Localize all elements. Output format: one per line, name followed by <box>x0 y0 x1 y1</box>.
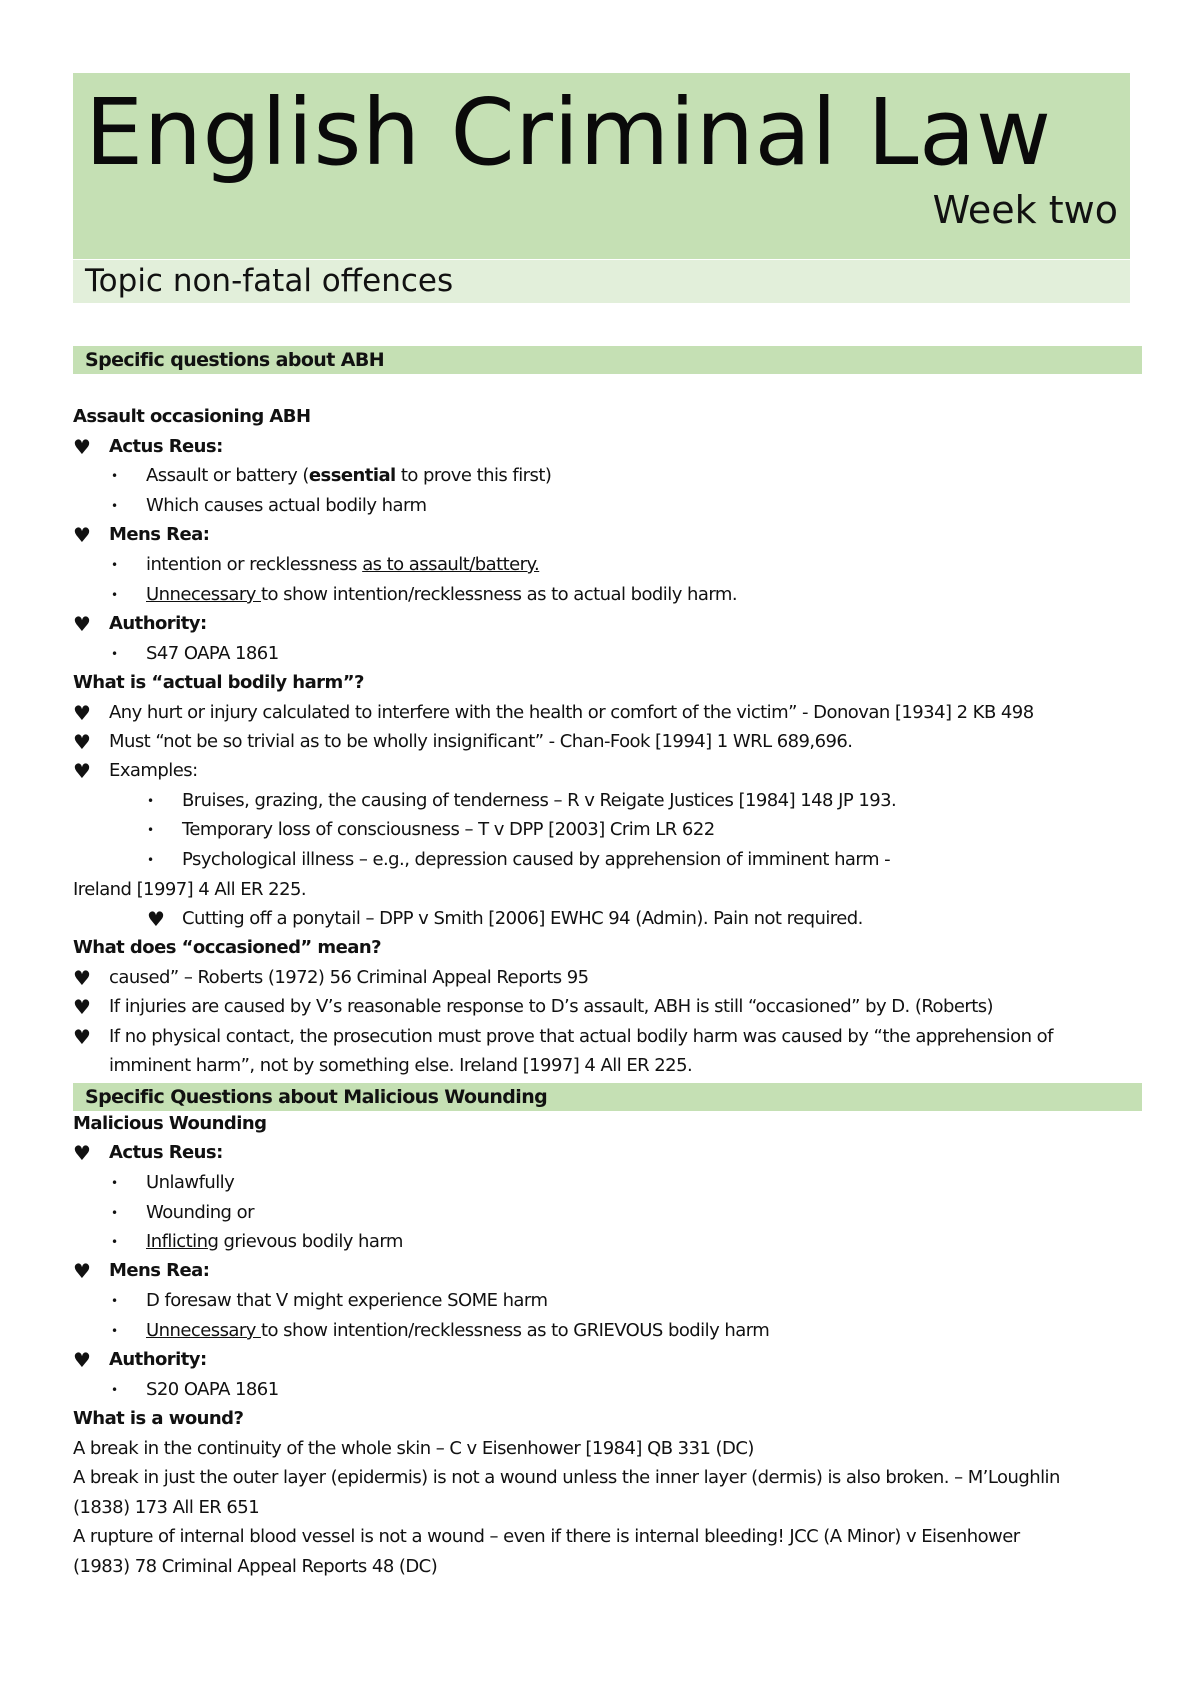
dot-bullet-icon: • <box>147 853 155 867</box>
label-actus-reus: Actus Reus: <box>109 436 223 457</box>
underlined-text: Unnecessary <box>146 1320 261 1341</box>
underlined-text: Unnecessary <box>146 584 261 605</box>
list-item-intention-recklessness <box>146 553 539 577</box>
question-occasioned: What does “occasioned” mean? <box>73 937 382 958</box>
list-item-roberts: caused” – Roberts (1972) 56 Criminal Appeal Reports 95 <box>109 967 589 988</box>
example-psychological-illness-cont: Ireland [1997] 4 All ER 225. <box>73 879 307 900</box>
heart-bullet-icon: ♥ <box>73 435 91 459</box>
list-item-authority-s20: S20 OAPA 1861 <box>146 1379 279 1400</box>
example-ponytail: Cutting off a ponytail – DPP v Smith [2006] EWHC 94 (Admin). Pain not required. <box>182 908 863 929</box>
dot-bullet-icon: • <box>111 1294 119 1308</box>
text-run: to show intention/recklessness as to actual bodily harm. <box>261 584 738 605</box>
list-item-no-physical-contact-cont: imminent harm”, not by something else. Ireland [1997] 4 All ER 225. <box>109 1055 693 1076</box>
list-item-unnecessary-grievous <box>146 1319 769 1343</box>
section-heading-abh: Specific questions about ABH <box>85 349 385 371</box>
heart-bullet-icon: ♥ <box>73 759 91 783</box>
example-bruises: Bruises, grazing, the causing of tenderness – R v Reigate Justices [1984] 148 JP 193. <box>182 790 897 811</box>
list-item-chan-fook: Must “not be so trivial as to be wholly insignificant” - Chan-Fook [1994] 1 WRL 689,696. <box>109 731 853 752</box>
paragraph-mloughlin: A break in just the outer layer (epidermis) is not a wound unless the inner layer (dermis) is also broken. – M’Loughlin <box>73 1467 1060 1488</box>
label-authority: Authority: <box>109 613 207 634</box>
subheading-malicious-wounding: Malicious Wounding <box>73 1113 267 1134</box>
dot-bullet-icon: • <box>111 588 119 602</box>
question-actual-bodily-harm: What is “actual bodily harm”? <box>73 672 364 693</box>
dot-bullet-icon: • <box>111 1235 119 1249</box>
list-item-authority-s47: S47 OAPA 1861 <box>146 643 279 664</box>
heart-bullet-icon: ♥ <box>73 730 91 754</box>
text-run: grievous bodily harm <box>218 1231 403 1252</box>
paragraph-c-v-eisenhower: A break in the continuity of the whole skin – C v Eisenhower [1984] QB 331 (DC) <box>73 1438 754 1459</box>
question-what-is-a-wound: What is a wound? <box>73 1408 244 1429</box>
label-mens-rea: Mens Rea: <box>109 524 210 545</box>
dot-bullet-icon: • <box>111 647 119 661</box>
dot-bullet-icon: • <box>147 823 155 837</box>
heart-bullet-icon: ♥ <box>73 1259 91 1283</box>
heart-bullet-icon: ♥ <box>73 701 91 725</box>
text-run: to show intention/recklessness as to GRIEVOUS bodily harm <box>261 1320 770 1341</box>
label-mens-rea: Mens Rea: <box>109 1260 210 1281</box>
page-subtitle: Week two <box>932 188 1118 232</box>
list-item-donovan: Any hurt or injury calculated to interfere with the health or comfort of the victim” - Donovan [1934] 2 KB 498 <box>109 702 1034 723</box>
list-item-no-physical-contact: If no physical contact, the prosecution must prove that actual bodily harm was caused by “the apprehension of <box>109 1026 1053 1047</box>
dot-bullet-icon: • <box>111 499 119 513</box>
page-title: English Criminal Law <box>85 79 1052 186</box>
example-loss-of-consciousness: Temporary loss of consciousness – T v DPP [2003] Crim LR 622 <box>182 819 715 840</box>
dot-bullet-icon: • <box>111 1176 119 1190</box>
emphasis-essential: essential <box>308 465 396 486</box>
dot-bullet-icon: • <box>111 1324 119 1338</box>
dot-bullet-icon: • <box>147 794 155 808</box>
list-item-reasonable-response: If injuries are caused by V’s reasonable response to D’s assault, ABH is still “occasioned” by D. (Roberts) <box>109 996 994 1017</box>
text-run: to prove this first) <box>395 465 552 486</box>
list-item-inflicting-gbh <box>146 1230 403 1254</box>
list-item-unnecessary <box>146 583 737 607</box>
label-actus-reus: Actus Reus: <box>109 1142 223 1163</box>
dot-bullet-icon: • <box>111 1206 119 1220</box>
example-psychological-illness: Psychological illness – e.g., depression caused by apprehension of imminent harm - <box>182 849 891 870</box>
text-run: intention or recklessness <box>146 554 363 575</box>
text-run: Assault or battery ( <box>146 465 309 486</box>
heart-bullet-icon: ♥ <box>73 995 91 1019</box>
list-item-foresaw-some-harm: D foresaw that V might experience SOME harm <box>146 1290 548 1311</box>
underlined-text: as to assault/battery. <box>362 554 540 575</box>
paragraph-jcc-v-eisenhower-cont: (1983) 78 Criminal Appeal Reports 48 (DC) <box>73 1556 438 1577</box>
heart-bullet-icon: ♥ <box>147 907 165 931</box>
heart-bullet-icon: ♥ <box>73 612 91 636</box>
list-item-assault-or-battery <box>146 464 551 488</box>
heart-bullet-icon: ♥ <box>73 1348 91 1372</box>
heart-bullet-icon: ♥ <box>73 1025 91 1049</box>
dot-bullet-icon: • <box>111 558 119 572</box>
list-item-wounding: Wounding or <box>146 1202 254 1223</box>
list-item-causes-abh: Which causes actual bodily harm <box>146 495 427 516</box>
subheading-assault-occasioning-abh: Assault occasioning ABH <box>73 406 311 427</box>
label-authority: Authority: <box>109 1349 207 1370</box>
list-item-unlawfully: Unlawfully <box>146 1172 235 1193</box>
underlined-text: Inflicting <box>146 1231 219 1252</box>
dot-bullet-icon: • <box>111 469 119 483</box>
heart-bullet-icon: ♥ <box>73 523 91 547</box>
section-heading-malicious-wounding: Specific Questions about Malicious Wounding <box>85 1086 548 1108</box>
heart-bullet-icon: ♥ <box>73 966 91 990</box>
paragraph-jcc-v-eisenhower: A rupture of internal blood vessel is not a wound – even if there is internal bleeding! JCC (A Minor) v Eisenhower <box>73 1526 1020 1547</box>
heart-bullet-icon: ♥ <box>73 1141 91 1165</box>
topic-heading: Topic non-fatal offences <box>85 263 454 299</box>
dot-bullet-icon: • <box>111 1383 119 1397</box>
list-item-examples: Examples: <box>109 760 198 781</box>
paragraph-mloughlin-cont: (1838) 173 All ER 651 <box>73 1497 260 1518</box>
